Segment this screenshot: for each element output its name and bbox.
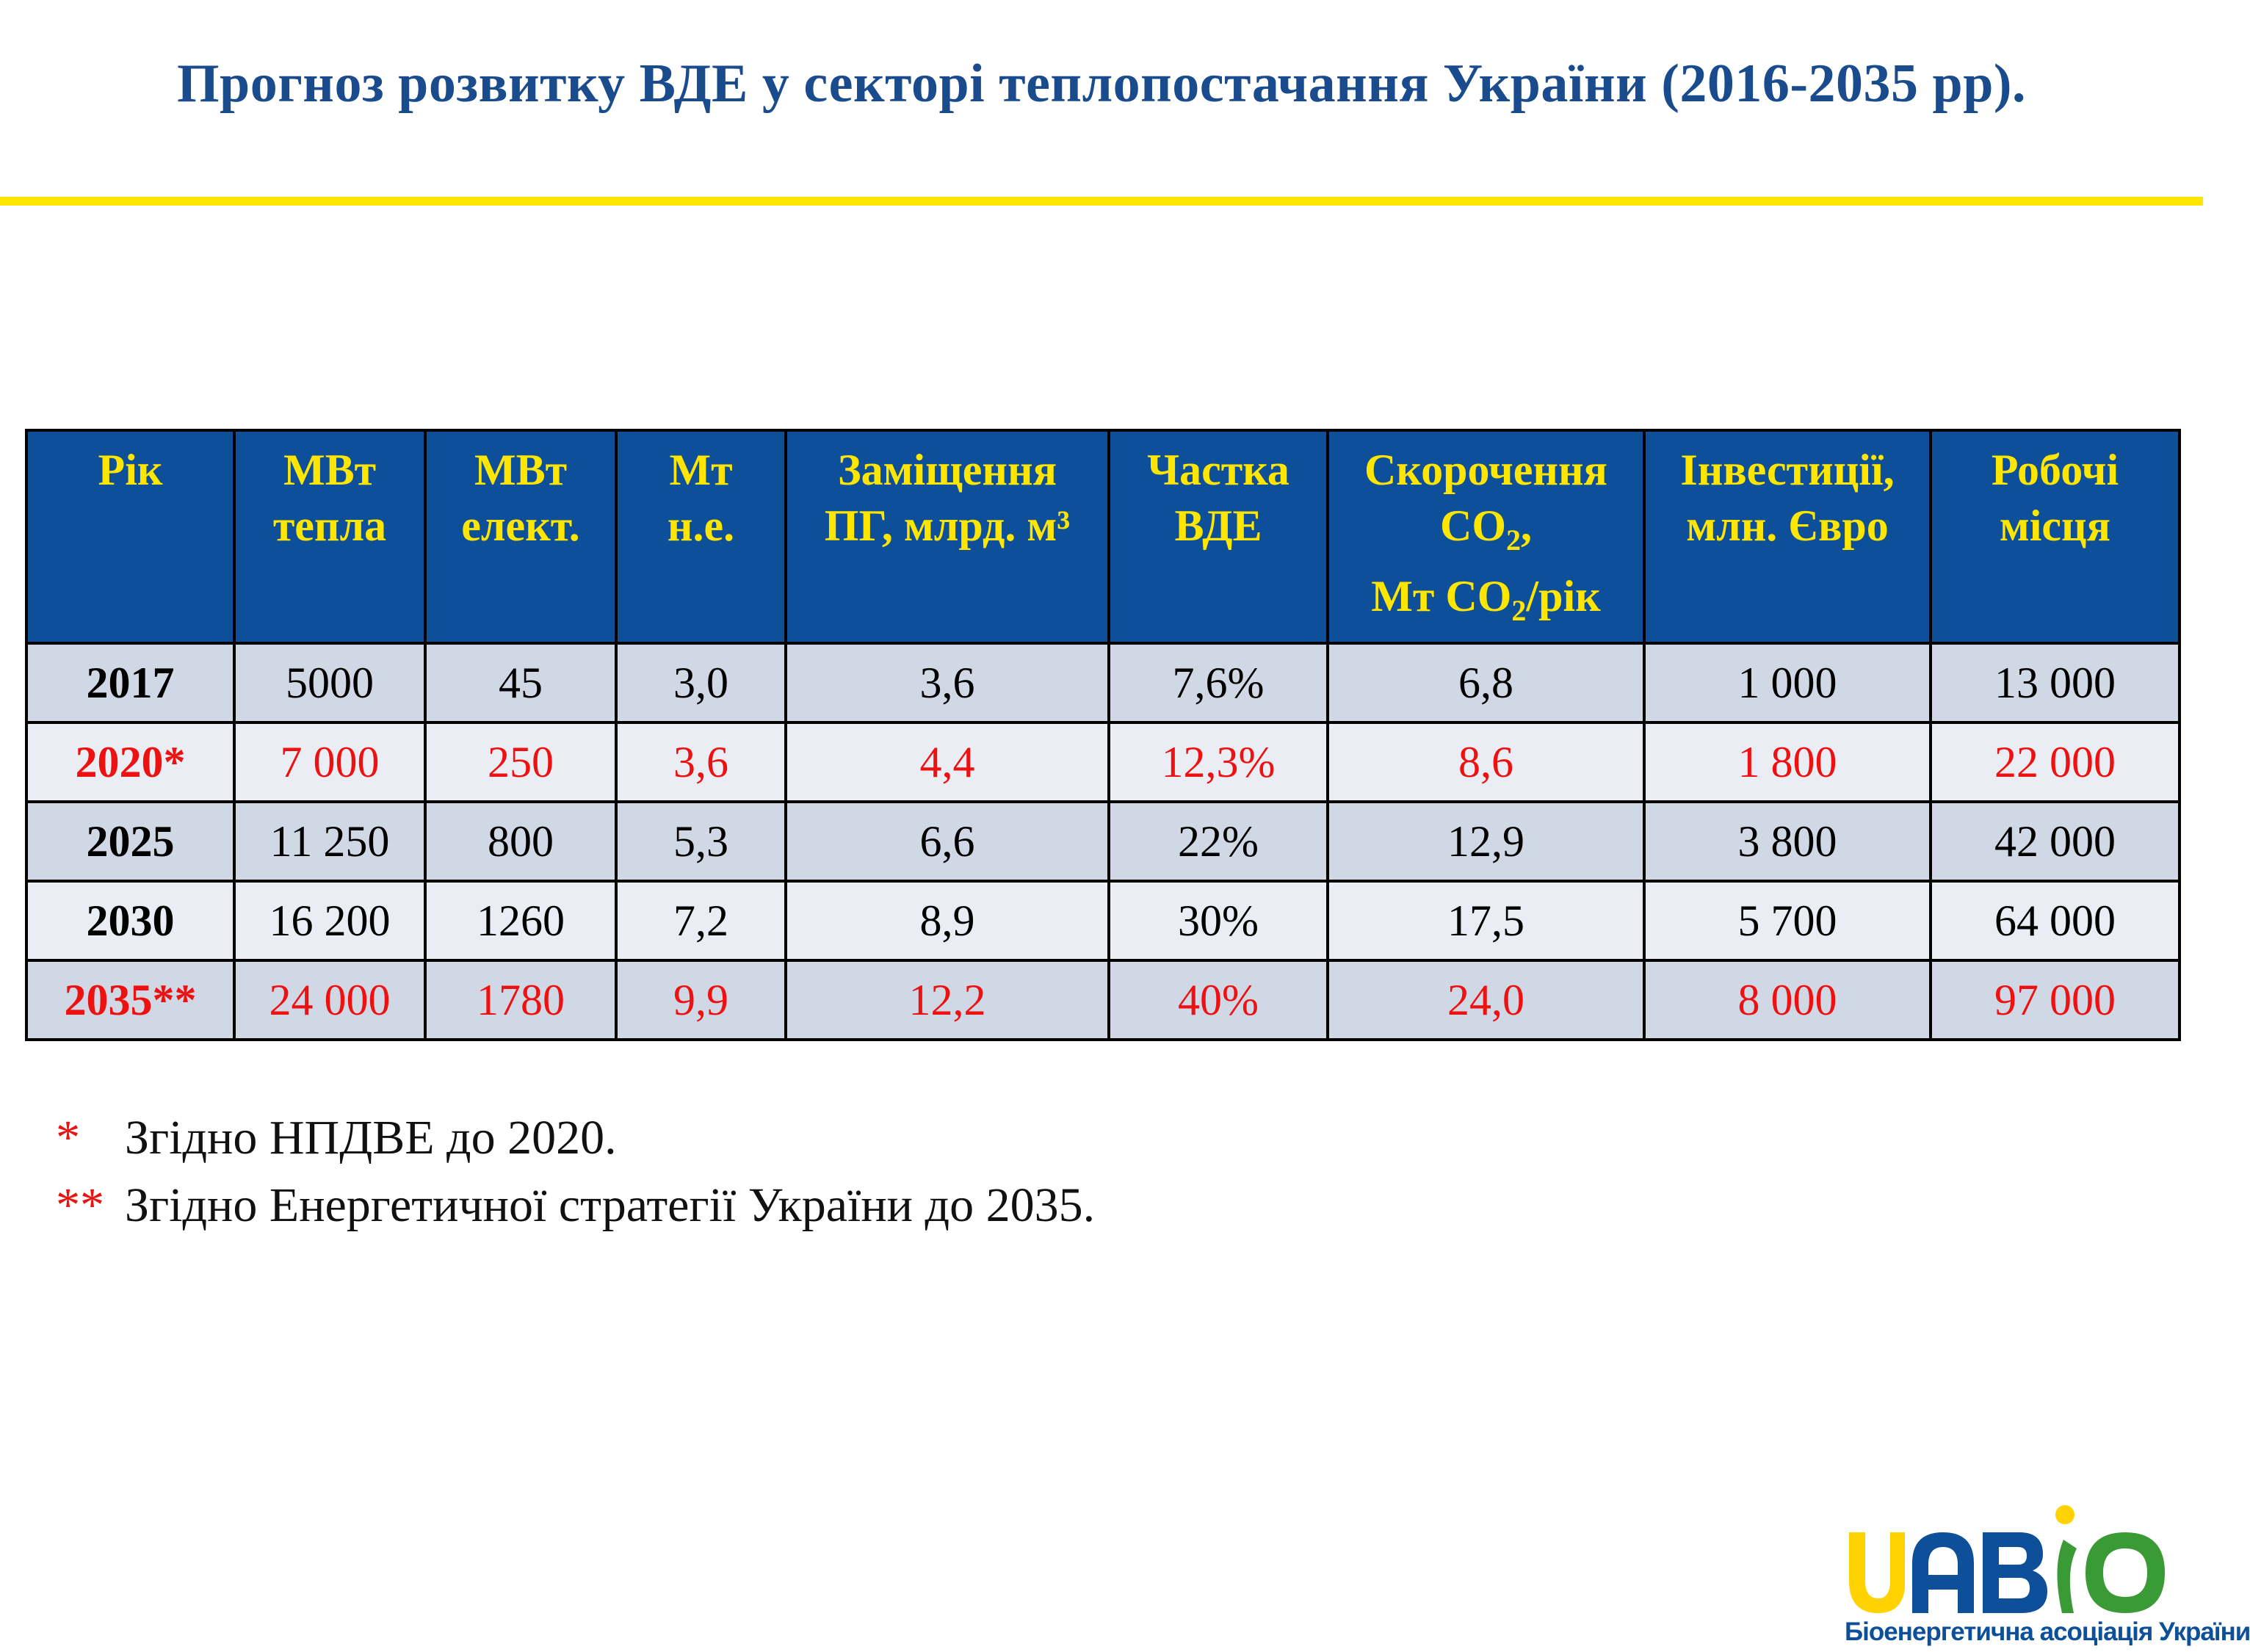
cell-mw-heat: 24 000: [234, 960, 425, 1040]
cell-gas-replacement: 8,9: [786, 881, 1109, 960]
header-res-share: Частка ВДЕ: [1109, 430, 1328, 643]
cell-gas-replacement: 6,6: [786, 802, 1109, 881]
cell-investments: 3 800: [1644, 802, 1931, 881]
page-title: Прогноз розвитку ВДЕ у секторі теплопостачання України (2016-2035 рр).: [176, 54, 2026, 114]
cell-mw-elect: 250: [425, 722, 616, 802]
header-gas-replacement: Заміщення ПГ, млрд. м³: [786, 430, 1109, 643]
logo-leaf: [2057, 1540, 2077, 1613]
cell-jobs: 13 000: [1931, 643, 2180, 722]
logo-letter-a: [1912, 1532, 1974, 1613]
cell-jobs: 42 000: [1931, 802, 2180, 881]
logo-letter-u: [1849, 1532, 1905, 1613]
forecast-table: [25, 429, 2181, 1041]
cell-investments: 5 700: [1644, 881, 1931, 960]
cell-gas-replacement: 4,4: [786, 722, 1109, 802]
cell-mw-elect: 1260: [425, 881, 616, 960]
cell-mw-heat: 5000: [234, 643, 425, 722]
header-mw-heat: МВт тепла: [234, 430, 425, 643]
footnote-2: [56, 1172, 1095, 1239]
cell-jobs: 97 000: [1931, 960, 2180, 1040]
cell-co2-reduction: 6,8: [1328, 643, 1644, 722]
cell-year: 2017: [26, 643, 234, 722]
cell-mtoe: 5,3: [616, 802, 786, 881]
cell-jobs: 22 000: [1931, 722, 2180, 802]
logo-dot: [2055, 1505, 2074, 1524]
cell-jobs: 64 000: [1931, 881, 2180, 960]
cell-investments: 1 800: [1644, 722, 1931, 802]
logo-caption: Біоенергетична асоціація України: [1845, 1617, 2250, 1646]
cell-co2-reduction: 12,9: [1328, 802, 1644, 881]
table-row-2030: [26, 881, 2180, 960]
header-jobs: Робочі місця: [1931, 430, 2180, 643]
cell-co2-reduction: 8,6: [1328, 722, 1644, 802]
cell-mw-heat: 16 200: [234, 881, 425, 960]
header-mw-elect: МВт елект.: [425, 430, 616, 643]
cell-res-share: 7,6%: [1109, 643, 1328, 722]
logo-letter-b: [1983, 1532, 2047, 1613]
cell-year: 2030: [26, 881, 234, 960]
cell-mw-heat: 11 250: [234, 802, 425, 881]
table-row-2025: [26, 802, 2180, 881]
cell-co2-reduction: 24,0: [1328, 960, 1644, 1040]
cell-co2-reduction: 17,5: [1328, 881, 1644, 960]
title-divider: [0, 197, 2203, 206]
header-year: Рік: [26, 430, 234, 643]
footnote-1: [56, 1104, 1095, 1172]
cell-res-share: 30%: [1109, 881, 1328, 960]
header-investments: Інвестиції, млн. Євро: [1644, 430, 1931, 643]
footnote-text: Згідно Енергетичної стратегії України до 2035.: [125, 1178, 1096, 1232]
cell-res-share: 22%: [1109, 802, 1328, 881]
cell-year: 2025: [26, 802, 234, 881]
footnotes: [56, 1104, 1095, 1239]
table-row-2020: [26, 722, 2180, 802]
cell-year: 2020*: [26, 722, 234, 802]
header-co2-reduction: Скорочення $CO_2$, Мт $CO_2$/рік: [1328, 430, 1644, 643]
cell-mtoe: 3,0: [616, 643, 786, 722]
footnote-marker: **: [56, 1178, 104, 1232]
cell-mw-heat: 7 000: [234, 722, 425, 802]
cell-mw-elect: 45: [425, 643, 616, 722]
table-row-2017: [26, 643, 2180, 722]
cell-mtoe: 9,9: [616, 960, 786, 1040]
cell-investments: 1 000: [1644, 643, 1931, 722]
cell-mw-elect: 800: [425, 802, 616, 881]
header-mtoe: Мт н.е.: [616, 430, 786, 643]
cell-res-share: 40%: [1109, 960, 1328, 1040]
cell-mw-elect: 1780: [425, 960, 616, 1040]
cell-res-share: 12,3%: [1109, 722, 1328, 802]
logo-letter-o: [2086, 1532, 2165, 1613]
cell-year: 2035**: [26, 960, 234, 1040]
table-header-row: [26, 430, 2180, 643]
cell-mtoe: 7,2: [616, 881, 786, 960]
cell-gas-replacement: 3,6: [786, 643, 1109, 722]
cell-investments: 8 000: [1644, 960, 1931, 1040]
cell-gas-replacement: 12,2: [786, 960, 1109, 1040]
footnote-text: Згідно НПДВЕ до 2020.: [125, 1111, 617, 1164]
table-row-2035: [26, 960, 2180, 1040]
cell-mtoe: 3,6: [616, 722, 786, 802]
footnote-marker: *: [56, 1111, 80, 1164]
